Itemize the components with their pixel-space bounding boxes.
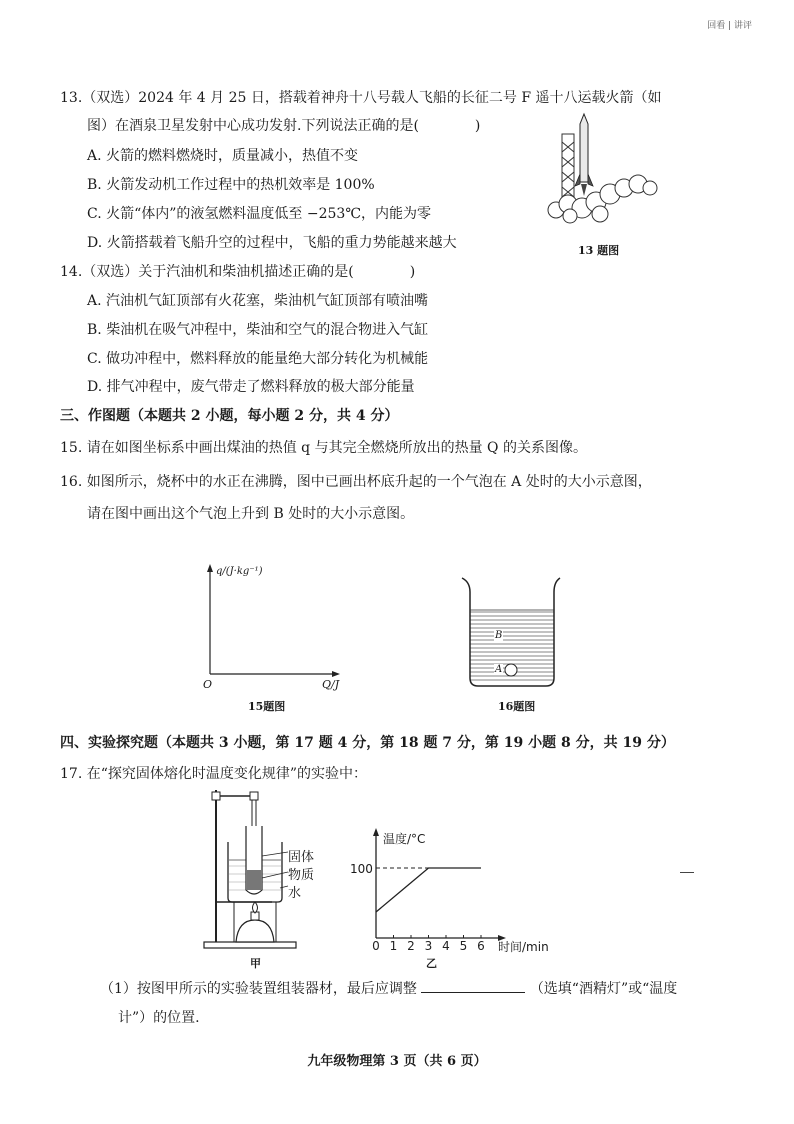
- graph-x-tick-label: 2: [407, 939, 415, 953]
- graph-x-tick-label: 4: [442, 939, 450, 953]
- q15-origin-label: O: [203, 678, 213, 691]
- q17-graph-x-label: 时间/min: [498, 940, 549, 954]
- q17-graph-caption: 乙: [426, 957, 437, 970]
- q13-stem-line2: 图）在酒泉卫星发射中心成功发射.下列说法正确的是( ): [87, 118, 481, 134]
- graph-x-tick-label: 5: [459, 939, 468, 953]
- q17-part1-line2: 计”）的位置.: [118, 1010, 200, 1026]
- q13-option-b: B. 火箭发动机工作过程中的热机效率是 100%: [87, 177, 375, 193]
- corner-mark: 回看 | 讲评: [707, 21, 752, 31]
- q17-graph-y-label: 温度/°C: [383, 832, 426, 846]
- q16-label-a: A: [495, 664, 503, 675]
- q14-option-b: B. 柴油机在吸气冲程中，柴油和空气的混合物进入气缸: [87, 322, 429, 338]
- q17-apparatus-caption: 甲: [250, 957, 261, 970]
- q13-stem-line1: 13.（双选）2024 年 4 月 25 日，搭载着神舟十八号载人飞船的长征二号 F 遥十八运载火箭（如: [60, 90, 662, 106]
- q17-part1-answer-blank[interactable]: [421, 978, 525, 993]
- q17-part1-line1: [100, 978, 677, 999]
- graph-x-tick-label: 3: [424, 939, 433, 953]
- q16-beaker-figure: [456, 574, 566, 694]
- q13-option-d: D. 火箭搭载着飞船升空的过程中，飞船的重力势能越来越大: [87, 235, 457, 251]
- q15-x-axis-label: Q/J: [322, 678, 340, 691]
- q13-figure-caption: 13 题图: [578, 244, 620, 257]
- q16-stem-line2: 请在图中画出这个气泡上升到 B 处时的大小示意图。: [87, 506, 415, 522]
- q15-coordinate-axes: [196, 562, 366, 692]
- q13-option-a: A. 火箭的燃料燃烧时，质量减小，热值不变: [87, 148, 359, 164]
- page-footer: 九年级物理第 3 页（共 6 页）: [307, 1054, 487, 1069]
- graph-x-tick-label: 6: [477, 939, 485, 953]
- q17-label-solid-1: 固体: [288, 850, 315, 865]
- section-3-heading: 三、作图题（本题共 2 小题，每小题 2 分，共 4 分）: [60, 408, 399, 424]
- q15-figure-caption: 15题图: [248, 700, 286, 713]
- q17-stem: 17. 在“探究固体熔化时温度变化规律”的实验中：: [60, 766, 368, 782]
- q17-part1-text-a: （1）按图甲所示的实验装置组装器材，最后应调整: [100, 981, 417, 997]
- q14-option-a: A. 汽油机气缸顶部有火花塞，柴油机气缸顶部有喷油嘴: [87, 293, 429, 309]
- q15-stem: 15. 请在如图坐标系中画出煤油的热值 q 与其完全燃烧所放出的热量 Q 的关系图像。: [60, 440, 587, 456]
- q13-option-c: C. 火箭“体内”的液氢燃料温度低至 −253℃，内能为零: [87, 206, 431, 222]
- q14-option-c: C. 做功冲程中，燃料释放的能量绝大部分转化为机械能: [87, 351, 429, 367]
- q17-label-solid-2: 物质: [288, 868, 315, 883]
- q17-part1-text-b: （选填“酒精灯”或“温度: [529, 981, 678, 997]
- rocket-launch-figure: [540, 112, 670, 232]
- graph-x-tick-label: 0: [372, 939, 380, 953]
- q17-temperature-graph: [344, 826, 544, 956]
- q16-stem-line1: 16. 如图所示，烧杯中的水正在沸腾，图中已画出杯底升起的一个气泡在 A 处时的大小示意图，: [60, 474, 652, 490]
- graph-x-tick-label: 1: [389, 939, 398, 953]
- q17-label-water: 水: [288, 886, 302, 901]
- q16-figure-caption: 16题图: [498, 700, 536, 713]
- q16-label-b: B: [495, 630, 503, 641]
- q14-stem: 14.（双选）关于汽油机和柴油机描述正确的是( ): [60, 264, 416, 280]
- graph-y-arrow: [373, 828, 379, 836]
- q17-graph-y-tick: 100: [350, 862, 373, 876]
- q14-option-d: D. 排气冲程中，废气带走了燃料释放的极大部分能量: [87, 379, 415, 395]
- section-4-heading: 四、实验探究题（本题共 3 小题，第 17 题 4 分，第 18 题 7 分，第 19 小题 8 分，共 19 分）: [60, 735, 675, 751]
- graph-temperature-curve: [376, 868, 481, 912]
- q15-y-axis-label: q/(J·kg⁻¹): [216, 566, 263, 577]
- margin-dash: [680, 872, 694, 873]
